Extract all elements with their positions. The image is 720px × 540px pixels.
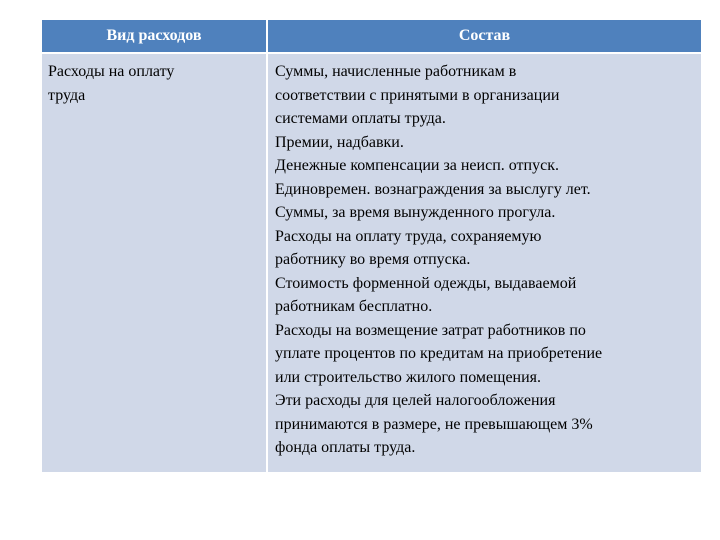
table-header-row — [42, 20, 701, 52]
cell-text-line: Расходы на возмещение затрат работников по — [275, 321, 586, 339]
cell-text-line: Расходы на оплату — [48, 63, 175, 80]
cell-text-line: или строительство жилого помещения. — [275, 368, 542, 386]
cell-text-line: работникам бесплатно. — [275, 298, 433, 315]
cell-text-line: системами оплаты труда. — [275, 110, 446, 127]
cell-text-line: соответствии с принятыми в организации — [275, 86, 560, 104]
composition-cell — [268, 52, 701, 472]
cell-text-line: Премии, надбавки. — [275, 133, 404, 151]
cell-text-line: Стоимость форменной одежды, выдаваемой — [275, 274, 577, 292]
cell-text-line: уплате процентов по кредитам на приобретение — [275, 345, 603, 362]
cell-text-line: Эти расходы для целей налогообложения — [275, 392, 556, 409]
table-row — [42, 52, 701, 472]
expense-type-cell — [42, 52, 268, 472]
header-composition: Состав — [268, 20, 701, 52]
cell-text-line: Суммы, начисленные работникам в — [275, 63, 517, 80]
expenses-table — [42, 20, 701, 472]
header-expense-type: Вид расходов — [42, 20, 268, 52]
cell-text-line: труда — [48, 86, 86, 104]
cell-text-line: фонда оплаты труда. — [275, 439, 416, 456]
cell-text-line: принимаются в размере, не превышающем 3% — [275, 415, 593, 433]
cell-text-line: работнику во время отпуска. — [275, 251, 471, 268]
cell-text-line: Денежные компенсации за неисп. отпуск. — [275, 157, 559, 174]
cell-text-line: Расходы на оплату труда, сохраняемую — [275, 227, 542, 245]
cell-text-line: Единовремен. вознаграждения за выслугу лет. — [275, 180, 591, 198]
cell-text-line: Суммы, за время вынужденного прогула. — [275, 204, 556, 221]
